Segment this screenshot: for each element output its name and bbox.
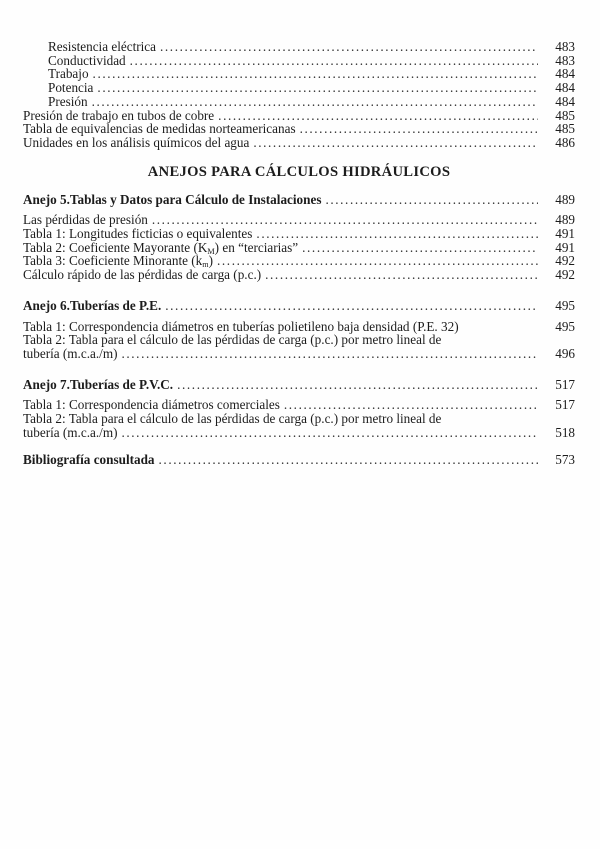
toc-entry <box>23 426 575 440</box>
entry-label: Conductividad <box>48 52 126 68</box>
entry-label-part: ) <box>208 253 214 269</box>
dot-leader <box>159 453 538 467</box>
dot-leader <box>121 347 538 361</box>
page-number: 491 <box>555 239 575 255</box>
toc-section <box>23 299 575 361</box>
page-number: 491 <box>555 226 575 242</box>
entry-label-part: ) en “terciarias” <box>214 239 299 255</box>
toc-entry <box>23 398 575 412</box>
dot-leader <box>302 241 538 255</box>
page-number: 486 <box>555 134 575 150</box>
toc-entry <box>23 136 575 150</box>
toc-entry <box>23 213 575 227</box>
entry-label-subscript: m <box>202 260 209 270</box>
page-number: 492 <box>555 253 575 269</box>
entry-label: Tabla 1: Longitudes ficticias o equivalentes <box>23 226 253 242</box>
toc-entry <box>23 254 575 268</box>
dot-leader <box>92 95 538 109</box>
toc-entry <box>23 109 575 123</box>
entry-label: Resistencia eléctrica <box>48 39 157 54</box>
toc-section <box>23 378 575 440</box>
entry-label: Tabla 1: Correspondencia diámetros comerciales <box>23 397 280 413</box>
toc-top-list <box>23 40 575 150</box>
entry-label-part: Tabla 3: Coeficiente Minorante (k <box>23 253 203 269</box>
toc-entry <box>23 333 575 347</box>
section-entry-list <box>23 213 575 282</box>
dot-leader <box>256 227 538 241</box>
entry-label: Trabajo <box>48 66 89 82</box>
entry-label: Bibliografía consultada <box>23 452 155 468</box>
page-number: 483 <box>555 39 575 54</box>
entry-label: Potencia <box>48 80 94 96</box>
section-title-row <box>23 299 575 313</box>
toc-entry <box>23 412 575 426</box>
section-number: Anejo 6. <box>23 297 70 313</box>
section-number: Anejo 5. <box>23 191 70 207</box>
dot-leader <box>325 193 538 207</box>
dot-leader <box>160 40 538 54</box>
section-title: Tablas y Datos para Cálculo de Instalaciones <box>69 191 322 207</box>
section-number: Anejo 7. <box>23 376 70 392</box>
dot-leader <box>284 398 538 412</box>
page-number: 483 <box>555 52 575 68</box>
entry-label: Cálculo rápido de las pérdidas de carga (p.c.) <box>23 267 262 283</box>
toc-section <box>23 193 575 282</box>
toc-sections <box>23 193 575 440</box>
entry-label: Tabla 1: Correspondencia diámetros en tuberías polietileno baja densidad (P.E. 32) <box>23 318 459 334</box>
toc-entry <box>23 67 575 81</box>
dot-leader <box>265 268 538 282</box>
dot-leader <box>130 54 538 68</box>
toc-entry <box>23 95 575 109</box>
entry-label: Tabla 2: Tabla para el cálculo de las pérdidas de carga (p.c.) por metro lineal de <box>23 411 442 427</box>
dot-leader <box>152 213 538 227</box>
entry-label: Tabla de equivalencias de medidas norteamericanas <box>23 121 296 137</box>
dot-leader <box>93 67 538 81</box>
dot-leader <box>300 122 538 136</box>
section-title: Tuberías de P.V.C. <box>69 376 174 392</box>
toc-entry <box>23 347 575 361</box>
dot-leader <box>218 109 538 123</box>
toc-entry <box>23 268 575 282</box>
page-number: 485 <box>555 121 575 137</box>
page-number: 484 <box>555 80 575 96</box>
page-number: 492 <box>555 267 575 283</box>
entry-label: Presión de trabajo en tubos de cobre <box>23 107 215 123</box>
entry-label <box>23 241 298 255</box>
dot-leader <box>165 299 538 313</box>
page-number: 485 <box>555 107 575 123</box>
entry-label-subscript: M <box>207 246 215 256</box>
section-heading: ANEJOS PARA CÁLCULOS HIDRÁULICOS <box>147 163 451 180</box>
entry-label: tubería (m.c.a./m) <box>23 345 118 361</box>
toc-entry <box>23 122 575 136</box>
dot-leader <box>177 378 538 392</box>
section-entry-list <box>23 398 575 439</box>
dot-leader <box>121 426 538 440</box>
entry-label: Tabla 2: Tabla para el cálculo de las pérdidas de carga (p.c.) por metro lineal de <box>23 332 442 348</box>
entry-label: Presión <box>48 93 88 109</box>
page-number: 517 <box>555 376 575 392</box>
page-number: 489 <box>555 191 575 207</box>
page-number: 496 <box>555 345 575 361</box>
page-number: 495 <box>555 297 575 313</box>
entry-label-part: Tabla 2: Coeficiente Mayorante (K <box>23 239 208 255</box>
page-number: 518 <box>555 424 575 440</box>
dot-leader <box>97 81 538 95</box>
toc-entry <box>23 54 575 68</box>
toc-entry-bibliography <box>23 453 575 467</box>
page-number: 517 <box>555 397 575 413</box>
entry-label: Unidades en los análisis químicos del agua <box>23 134 250 150</box>
page-number: 484 <box>555 66 575 82</box>
entry-label <box>23 254 213 268</box>
entry-label: tubería (m.c.a./m) <box>23 424 118 440</box>
toc-entry <box>23 81 575 95</box>
page-number: 573 <box>555 452 575 468</box>
toc-entry <box>23 320 575 334</box>
entry-label: Las pérdidas de presión <box>23 212 148 228</box>
section-title-row <box>23 193 575 207</box>
section-entry-list <box>23 320 575 361</box>
toc-entry <box>23 227 575 241</box>
toc-entry <box>23 241 575 255</box>
section-title-row <box>23 378 575 392</box>
toc-entry <box>23 40 575 54</box>
dot-leader <box>253 136 538 150</box>
page-number: 489 <box>555 212 575 228</box>
section-title: Tuberías de P.E. <box>69 297 162 313</box>
page-number: 484 <box>555 93 575 109</box>
page-number: 495 <box>555 318 575 334</box>
dot-leader <box>217 254 538 268</box>
